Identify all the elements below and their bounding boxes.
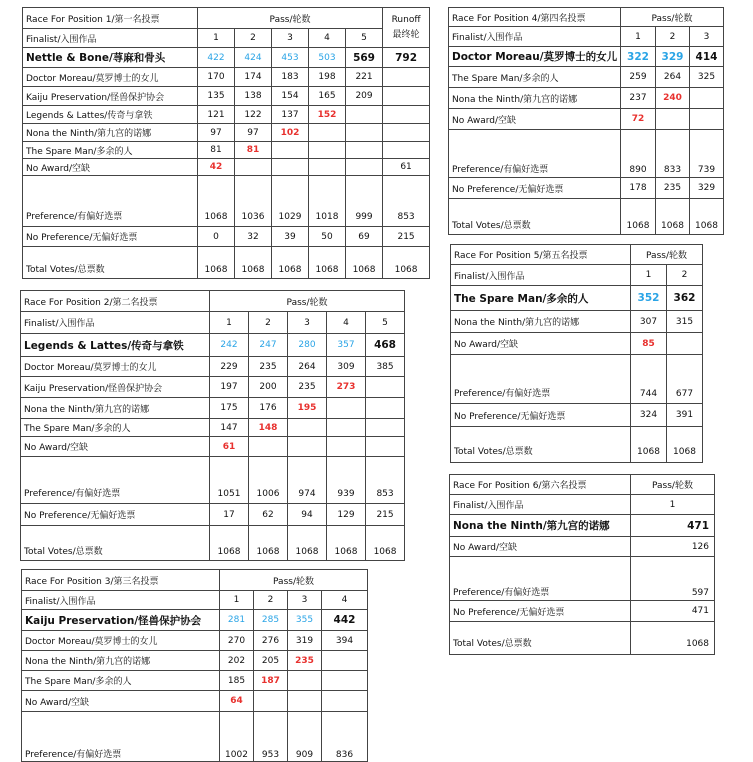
vote-count: [346, 124, 383, 142]
no-preference-count: 215: [366, 504, 405, 526]
finalist-name: Legends & Lattes/传奇与拿铁: [21, 334, 210, 357]
total-votes-count: 1068: [631, 622, 715, 655]
vote-count: [346, 159, 383, 176]
spacer-cell: [724, 8, 753, 27]
vote-count: [656, 109, 690, 130]
spacer-cell: [724, 88, 753, 109]
vote-count: [327, 419, 366, 437]
vote-count: 183: [272, 68, 309, 87]
round-header: 2: [235, 29, 272, 48]
total-votes-count: 1068: [249, 526, 288, 561]
race-title: Race For Position 4/第四名投票: [449, 8, 621, 27]
vote-count: [322, 671, 368, 691]
vote-count: 187: [254, 671, 288, 691]
runoff-count: 792: [383, 48, 430, 68]
pass-header: Pass/轮数: [631, 475, 715, 495]
preference-count: 739: [690, 130, 724, 178]
vote-count: [288, 419, 327, 437]
vote-count: 414: [690, 47, 724, 67]
finalist-name: Doctor Moreau/莫罗博士的女儿: [449, 47, 621, 67]
vote-count: [309, 124, 346, 142]
pass-header: Pass/轮数: [621, 8, 724, 27]
preference-count: 1029: [272, 176, 309, 227]
no-preference-count: 235: [656, 178, 690, 199]
vote-count: 247: [249, 334, 288, 357]
vote-count: 97: [235, 124, 272, 142]
vote-count: 235: [249, 357, 288, 377]
vote-count: 174: [235, 68, 272, 87]
vote-count: 170: [198, 68, 235, 87]
race-title: Race For Position 3/第三名投票: [22, 570, 220, 591]
total-votes-count: 1068: [631, 427, 667, 463]
no-preference-label: No Preference/无偏好选票: [21, 504, 210, 526]
vote-count: 135: [198, 87, 235, 106]
finalist-name: Kaiju Preservation/怪兽保护协会: [21, 377, 210, 398]
vote-count: 235: [288, 651, 322, 671]
round-header: 3: [690, 27, 724, 47]
vote-count: 126: [631, 537, 715, 557]
no-preference-count: 62: [249, 504, 288, 526]
runoff-count: [383, 87, 430, 106]
preference-label: Preference/有偏好选票: [450, 557, 631, 601]
preference-count: 833: [656, 130, 690, 178]
runoff-header: Runoff 最终轮: [383, 8, 430, 48]
vote-count: 569: [346, 48, 383, 68]
vote-count: 42: [198, 159, 235, 176]
no-preference-count: 391: [667, 404, 703, 427]
vote-count: [366, 419, 405, 437]
round-header: 4: [327, 312, 366, 334]
vote-count: 315: [667, 311, 703, 333]
total-votes-count: 1068: [690, 199, 724, 235]
total-votes-count: 1068: [667, 427, 703, 463]
no-preference-label: No Preference/无偏好选票: [23, 227, 198, 247]
round-header: 2: [656, 27, 690, 47]
round-header: 3: [288, 312, 327, 334]
race-5-table: [450, 244, 703, 463]
race-4-table: [448, 7, 753, 235]
preference-count: 597: [631, 557, 715, 601]
vote-count: [327, 437, 366, 457]
no-preference-count: 69: [346, 227, 383, 247]
spacer-cell: [724, 130, 753, 178]
vote-count: 202: [220, 651, 254, 671]
no-preference-count: 50: [309, 227, 346, 247]
vote-count: 394: [322, 631, 368, 651]
spacer-cell: [724, 27, 753, 47]
vote-count: 85: [631, 333, 667, 355]
total-votes-count: 1068: [309, 247, 346, 279]
race-title: Race For Position 6/第六名投票: [450, 475, 631, 495]
round-header: 2: [667, 265, 703, 286]
vote-count: 453: [272, 48, 309, 68]
round-header: 1: [210, 312, 249, 334]
vote-count: 61: [210, 437, 249, 457]
total-votes-label: Total Votes/总票数: [23, 247, 198, 279]
preference-count: 853: [366, 457, 405, 504]
finalist-name: Legends & Lattes/传奇与拿铁: [23, 106, 198, 124]
no-preference-count: 94: [288, 504, 327, 526]
vote-count: [322, 691, 368, 712]
round-header: 5: [366, 312, 405, 334]
spacer-cell: [724, 47, 753, 67]
total-votes-count: 1068: [383, 247, 430, 279]
vote-count: 229: [210, 357, 249, 377]
finalist-name: No Award/空缺: [451, 333, 631, 355]
finalist-name: Kaiju Preservation/怪兽保护协会: [23, 87, 198, 106]
preference-count: 1068: [198, 176, 235, 227]
vote-count: 200: [249, 377, 288, 398]
total-votes-count: 1068: [235, 247, 272, 279]
preference-count: 939: [327, 457, 366, 504]
vote-count: 424: [235, 48, 272, 68]
finalist-name: Doctor Moreau/莫罗博士的女儿: [22, 631, 220, 651]
total-votes-count: 1068: [366, 526, 405, 561]
vote-count: 209: [346, 87, 383, 106]
vote-count: 138: [235, 87, 272, 106]
vote-count: 319: [288, 631, 322, 651]
preference-count: 1036: [235, 176, 272, 227]
total-votes-count: 1068: [621, 199, 656, 235]
vote-count: 503: [309, 48, 346, 68]
preference-label: Preference/有偏好选票: [451, 355, 631, 404]
finalist-name: Nona the Ninth/第九宫的诺娜: [23, 124, 198, 142]
preference-count: 1006: [249, 457, 288, 504]
finalist-header: Finalist/入围作品: [451, 265, 631, 286]
total-votes-count: 1068: [198, 247, 235, 279]
finalist-name: No Award/空缺: [450, 537, 631, 557]
vote-count: 259: [621, 67, 656, 88]
vote-count: 352: [631, 286, 667, 311]
vote-count: [667, 333, 703, 355]
finalist-name: Nona the Ninth/第九宫的诺娜: [449, 88, 621, 109]
vote-count: 285: [254, 610, 288, 631]
vote-count: 355: [288, 610, 322, 631]
vote-count: 176: [249, 398, 288, 419]
runoff-count: [383, 142, 430, 159]
pass-header: Pass/轮数: [631, 245, 703, 265]
preference-count: 744: [631, 355, 667, 404]
race-1-table: [22, 7, 430, 279]
finalist-name: The Spare Man/多余的人: [22, 671, 220, 691]
no-preference-count: 0: [198, 227, 235, 247]
vote-count: 442: [322, 610, 368, 631]
finalist-name: The Spare Man/多余的人: [21, 419, 210, 437]
vote-count: 147: [210, 419, 249, 437]
vote-count: [288, 691, 322, 712]
vote-count: 264: [656, 67, 690, 88]
total-votes-label: Total Votes/总票数: [450, 622, 631, 655]
spacer-cell: [724, 199, 753, 235]
vote-count: 329: [656, 47, 690, 67]
preference-label: Preference/有偏好选票: [23, 176, 198, 227]
vote-count: [288, 671, 322, 691]
no-preference-count: 215: [383, 227, 430, 247]
preference-label: Preference/有偏好选票: [21, 457, 210, 504]
vote-count: [288, 437, 327, 457]
vote-count: [249, 437, 288, 457]
finalist-name: Nona the Ninth/第九宫的诺娜: [21, 398, 210, 419]
vote-count: [690, 88, 724, 109]
vote-count: 280: [288, 334, 327, 357]
spacer-cell: [724, 67, 753, 88]
finalist-name: Nona the Ninth/第九宫的诺娜: [450, 515, 631, 537]
vote-count: 325: [690, 67, 724, 88]
vote-count: 205: [254, 651, 288, 671]
no-preference-count: 178: [621, 178, 656, 199]
vote-count: [327, 398, 366, 419]
finalist-name: Nona the Ninth/第九宫的诺娜: [451, 311, 631, 333]
vote-count: 97: [198, 124, 235, 142]
finalist-name: No Award/空缺: [21, 437, 210, 457]
vote-count: [272, 142, 309, 159]
vote-count: 385: [366, 357, 405, 377]
preference-count: 1051: [210, 457, 249, 504]
vote-count: [366, 377, 405, 398]
no-preference-label: No Preference/无偏好选票: [450, 601, 631, 622]
vote-count: [309, 142, 346, 159]
runoff-count: [383, 106, 430, 124]
race-title: Race For Position 5/第五名投票: [451, 245, 631, 265]
no-preference-count: 17: [210, 504, 249, 526]
no-preference-count: 329: [690, 178, 724, 199]
round-header: 1: [621, 27, 656, 47]
finalist-name: The Spare Man/多余的人: [449, 67, 621, 88]
finalist-header: Finalist/入围作品: [23, 29, 198, 48]
vote-count: [346, 142, 383, 159]
vote-count: 362: [667, 286, 703, 311]
vote-count: 242: [210, 334, 249, 357]
vote-count: [690, 109, 724, 130]
vote-count: 307: [631, 311, 667, 333]
round-header: 1: [220, 591, 254, 610]
vote-count: 237: [621, 88, 656, 109]
finalist-name: Nona the Ninth/第九宫的诺娜: [22, 651, 220, 671]
race-title: Race For Position 2/第二名投票: [21, 291, 210, 312]
preference-count: 853: [383, 176, 430, 227]
runoff-count: [383, 68, 430, 87]
finalist-name: The Spare Man/多余的人: [451, 286, 631, 311]
finalist-name: Kaiju Preservation/怪兽保护协会: [22, 610, 220, 631]
vote-count: 81: [198, 142, 235, 159]
no-preference-count: 39: [272, 227, 309, 247]
vote-count: 195: [288, 398, 327, 419]
vote-count: [254, 691, 288, 712]
round-header: 1: [198, 29, 235, 48]
round-header: 5: [346, 29, 383, 48]
total-votes-count: 1068: [210, 526, 249, 561]
vote-count: 273: [327, 377, 366, 398]
finalist-header: Finalist/入围作品: [450, 495, 631, 515]
race-3-table: [21, 569, 368, 762]
vote-count: [366, 398, 405, 419]
round-header: 4: [322, 591, 368, 610]
preference-count: 909: [288, 712, 322, 762]
preference-count: 974: [288, 457, 327, 504]
race-title: Race For Position 1/第一名投票: [23, 8, 198, 29]
preference-label: Preference/有偏好选票: [449, 130, 621, 178]
vote-count: 221: [346, 68, 383, 87]
vote-count: 240: [656, 88, 690, 109]
vote-count: [322, 651, 368, 671]
no-preference-count: 32: [235, 227, 272, 247]
vote-count: 121: [198, 106, 235, 124]
vote-count: 309: [327, 357, 366, 377]
vote-count: 81: [235, 142, 272, 159]
finalist-name: Nettle & Bone/荨麻和骨头: [23, 48, 198, 68]
total-votes-count: 1068: [272, 247, 309, 279]
vote-count: 102: [272, 124, 309, 142]
vote-count: 322: [621, 47, 656, 67]
vote-count: 154: [272, 87, 309, 106]
finalist-name: No Award/空缺: [23, 159, 198, 176]
vote-count: 281: [220, 610, 254, 631]
vote-count: 270: [220, 631, 254, 651]
race-2-table: [20, 290, 405, 561]
round-header: 3: [272, 29, 309, 48]
vote-count: 137: [272, 106, 309, 124]
round-header: 3: [288, 591, 322, 610]
pass-header: Pass/轮数: [198, 8, 383, 29]
total-votes-count: 1068: [346, 247, 383, 279]
finalist-header: Finalist/入围作品: [22, 591, 220, 610]
vote-count: 422: [198, 48, 235, 68]
round-header: 4: [309, 29, 346, 48]
vote-count: [235, 159, 272, 176]
total-votes-label: Total Votes/总票数: [449, 199, 621, 235]
vote-count: 185: [220, 671, 254, 691]
vote-count: 197: [210, 377, 249, 398]
vote-count: 148: [249, 419, 288, 437]
vote-count: 72: [621, 109, 656, 130]
pass-header: Pass/轮数: [220, 570, 368, 591]
round-header: 1: [631, 265, 667, 286]
vote-count: 152: [309, 106, 346, 124]
no-preference-count: 324: [631, 404, 667, 427]
vote-count: [309, 159, 346, 176]
finalist-name: Doctor Moreau/莫罗博士的女儿: [21, 357, 210, 377]
vote-count: 64: [220, 691, 254, 712]
preference-count: 890: [621, 130, 656, 178]
finalist-header: Finalist/入围作品: [21, 312, 210, 334]
no-preference-label: No Preference/无偏好选票: [451, 404, 631, 427]
runoff-count: 61: [383, 159, 430, 176]
total-votes-count: 1068: [288, 526, 327, 561]
preference-label: Preference/有偏好选票: [22, 712, 220, 762]
vote-count: 276: [254, 631, 288, 651]
total-votes-label: Total Votes/总票数: [451, 427, 631, 463]
vote-count: 235: [288, 377, 327, 398]
preference-count: 1002: [220, 712, 254, 762]
no-preference-label: No Preference/无偏好选票: [449, 178, 621, 199]
round-header: 2: [249, 312, 288, 334]
race-6-table: [449, 474, 715, 655]
round-header: 1: [631, 495, 715, 515]
total-votes-label: Total Votes/总票数: [21, 526, 210, 561]
vote-count: 471: [631, 515, 715, 537]
preference-count: 677: [667, 355, 703, 404]
vote-count: [366, 437, 405, 457]
total-votes-count: 1068: [656, 199, 690, 235]
finalist-header: Finalist/入围作品: [449, 27, 621, 47]
preference-count: 953: [254, 712, 288, 762]
pass-header: Pass/轮数: [210, 291, 405, 312]
vote-count: 122: [235, 106, 272, 124]
vote-count: 357: [327, 334, 366, 357]
no-preference-count: 471: [631, 601, 715, 622]
vote-count: 198: [309, 68, 346, 87]
vote-count: 165: [309, 87, 346, 106]
finalist-name: No Award/空缺: [449, 109, 621, 130]
vote-count: 468: [366, 334, 405, 357]
vote-count: 175: [210, 398, 249, 419]
finalist-name: No Award/空缺: [22, 691, 220, 712]
finalist-name: The Spare Man/多余的人: [23, 142, 198, 159]
preference-count: 1018: [309, 176, 346, 227]
vote-count: 264: [288, 357, 327, 377]
vote-count: [346, 106, 383, 124]
vote-count: [272, 159, 309, 176]
finalist-name: Doctor Moreau/莫罗博士的女儿: [23, 68, 198, 87]
runoff-count: [383, 124, 430, 142]
round-header: 2: [254, 591, 288, 610]
preference-count: 999: [346, 176, 383, 227]
spacer-cell: [724, 109, 753, 130]
no-preference-count: 129: [327, 504, 366, 526]
preference-count: 836: [322, 712, 368, 762]
spacer-cell: [724, 178, 753, 199]
total-votes-count: 1068: [327, 526, 366, 561]
